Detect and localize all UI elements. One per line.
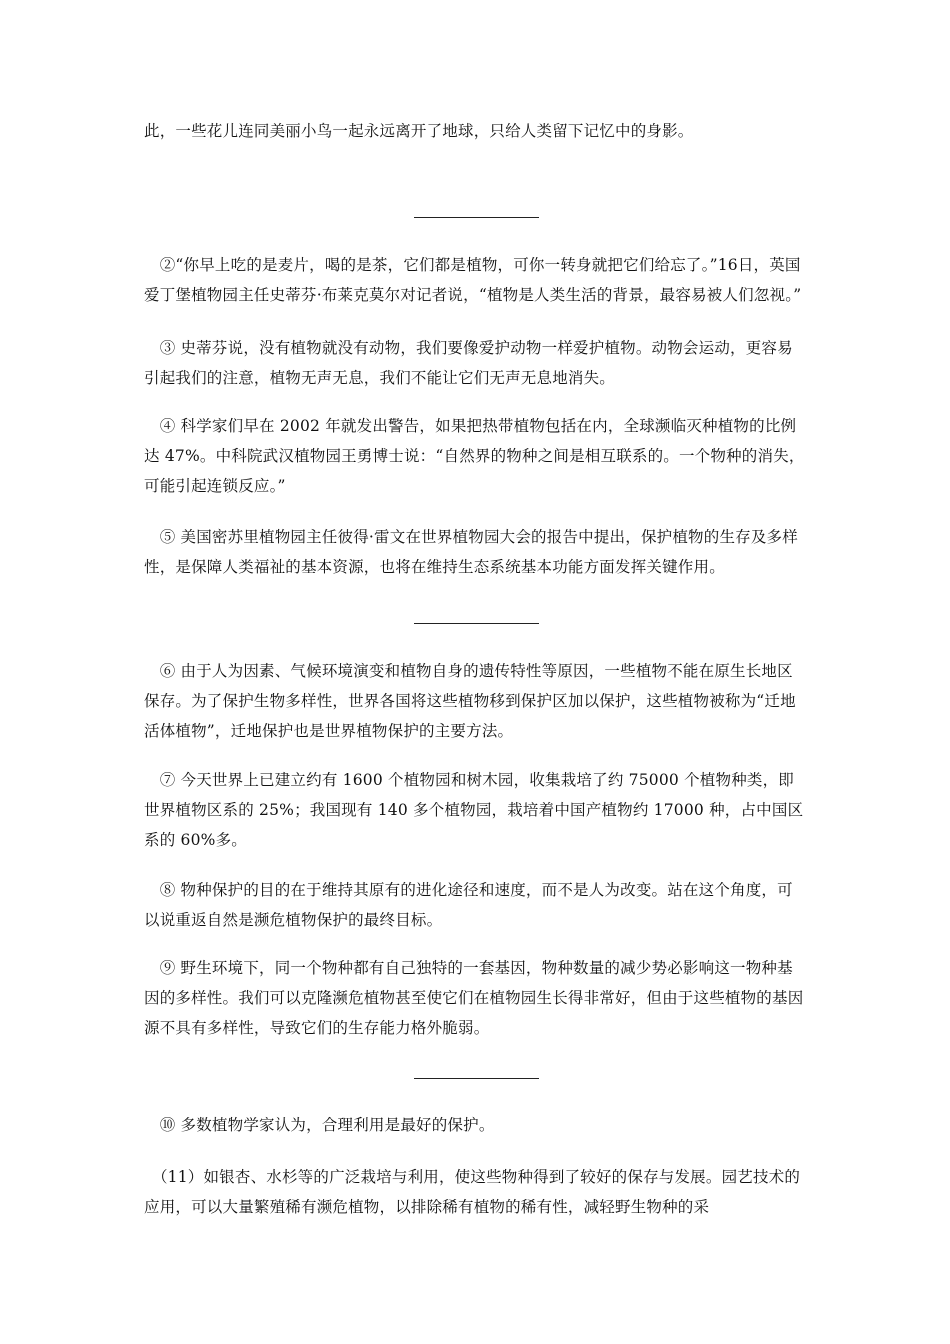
paragraph-9: ⑨ 野生环境下，同一个物种都有自己独特的一套基因，物种数量的减少势必影响这一物种基因的多样性。我们可以克隆濒危植物甚至使它们在植物园生长得非常好，但由于这些植物的基因源不具有多样性，导致它们的生存能力格外脆弱。 [144, 959, 804, 1037]
paragraph-3: ③ 史蒂芬说，没有植物就没有动物，我们要像爱护动物一样爱护植物。动物会运动，更容易引起我们的注意，植物无声无息，我们不能让它们无声无息地消失。 [144, 339, 793, 387]
paragraph-8: ⑧ 物种保护的目的在于维持其原有的进化途径和速度，而不是人为改变。站在这个角度，可以说重返自然是濒危植物保护的最终目标。 [144, 881, 793, 929]
paragraph-11: （11）如银杏、水杉等的广泛栽培与利用，使这些物种得到了较好的保存与发展。园艺技术的应用，可以大量繁殖稀有濒危植物，以排除稀有植物的稀有性，减轻野生物种的采 [144, 1168, 801, 1216]
paragraph-10: ⑩ 多数植物学家认为，合理利用是最好的保护。 [144, 1116, 495, 1134]
paragraph-2: ②“你早上吃的是麦片，喝的是茶，它们都是植物，可你一转身就把它们给忘了。”16日，英国爱丁堡植物园主任史蒂芬·布莱克莫尔对记者说，“植物是人类生活的背景，最容易被人们忽视。” [144, 256, 802, 304]
paragraph-6: ⑥ 由于人为因素、气候环境演变和植物自身的遗传特性等原因，一些植物不能在原生长地区保存。为了保护生物多样性，世界各国将这些植物移到保护区加以保护，这些植物被称为“迁地活体植物”，迁地保护也是世界植物保护的主要方法。 [144, 662, 796, 740]
blank-answer-line-3 [414, 1078, 539, 1079]
blank-answer-line-1 [414, 217, 539, 218]
paragraph-4: ④ 科学家们早在 2002 年就发出警告，如果把热带植物包括在内，全球濒临灭种植物的比例达 47%。中科院武汉植物园王勇博士说：“自然界的物种之间是相互联系的。一个物种的消失，可能引起连锁反应。” [144, 417, 805, 495]
paragraph-5: ⑤ 美国密苏里植物园主任彼得·雷文在世界植物园大会的报告中提出，保护植物的生存及多样性，是保障人类福祉的基本资源，也将在维持生态系统基本功能方面发挥关键作用。 [144, 528, 798, 576]
paragraph-7: ⑦ 今天世界上已建立约有 1600 个植物园和树木园，收集栽培了约 75000 个植物种类，即世界植物区系的 25%；我国现有 140 多个植物园，栽培着中国产植物约 17000 种，占中国区系的 60%多。 [144, 771, 804, 849]
blank-answer-line-2 [414, 623, 539, 624]
paragraph-1-continuation: 此，一些花儿连同美丽小鸟一起永远离开了地球，只给人类留下记忆中的身影。 [144, 122, 694, 140]
